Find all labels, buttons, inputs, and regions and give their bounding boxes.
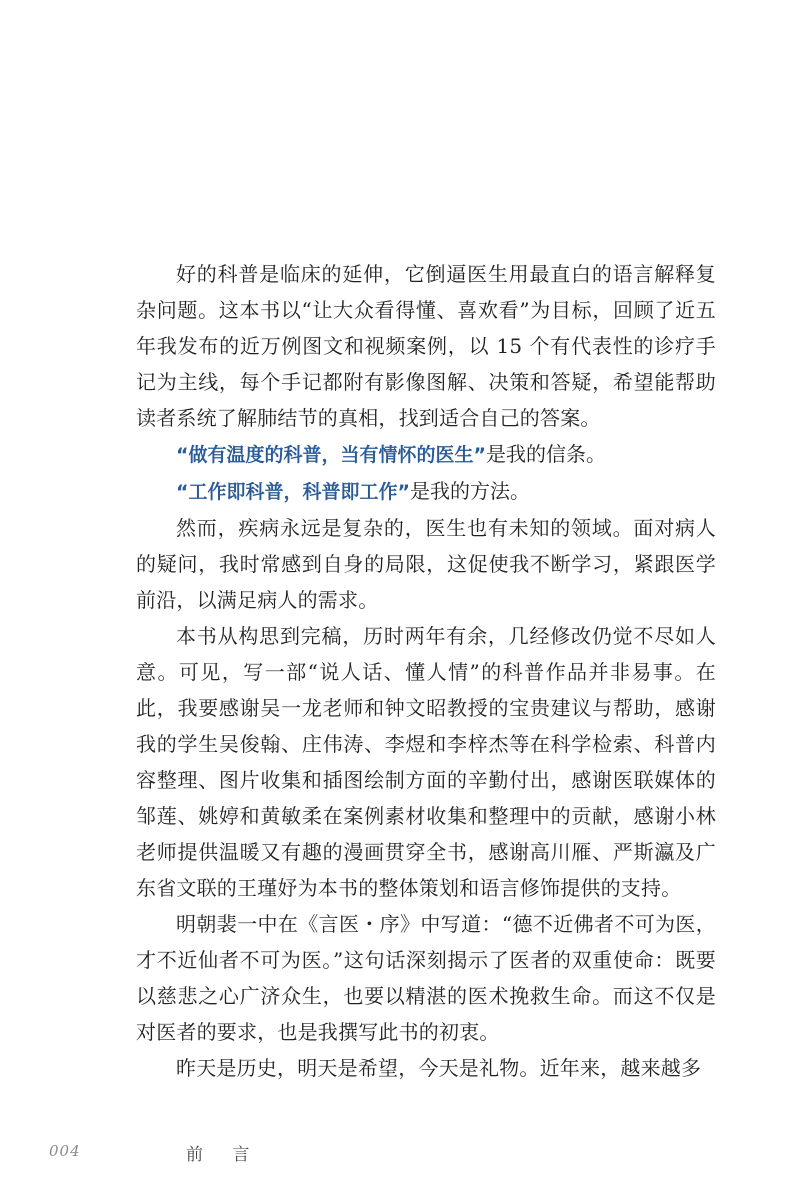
page-number: 004 bbox=[49, 1142, 81, 1160]
paragraph-purpose: 好的科普是临床的延伸，它倒逼医生用最直白的语言解释复杂问题。这本书以“让大众看得懂、喜欢看”为目标，回顾了近五年我发布的近万例图文和视频案例，以 15 个有代表性的诊疗手记为主线，每个手记都附有影像图解、决策和答疑，希望能帮助读者系统了解肺结节的真相，找到适合自己的答案。 bbox=[136, 262, 716, 430]
motto-line-method bbox=[136, 473, 716, 510]
motto-creed: “做有温度的科普，当有情怀的医生” bbox=[176, 444, 486, 466]
motto-method-tail: 是我的方法。 bbox=[409, 479, 530, 503]
body-text bbox=[136, 256, 716, 1086]
paragraph-quote: 明朝裴一中在《言医・序》中写道：“德不近佛者不可为医，才不近仙者不可为医。”这句话深刻揭示了医者的双重使命：既要以慈悲之心广济众生，也要以精湛的医术挽救生命。而这不仅是对医者的要求，也是我撰写此书的初衷。 bbox=[136, 912, 716, 1044]
motto-creed-tail: 是我的信条。 bbox=[485, 442, 606, 466]
motto-line-creed bbox=[136, 436, 716, 473]
paragraph-limits: 然而，疾病永远是复杂的，医生也有未知的领域。面对病人的疑问，我时常感到自身的局限，这促使我不断学习，紧跟医学前沿，以满足病人的需求。 bbox=[136, 516, 716, 612]
motto-method: “工作即科普，科普即工作” bbox=[176, 481, 410, 503]
running-head: 前 言 bbox=[186, 1145, 262, 1165]
paragraph-closing: 昨天是历史，明天是希望，今天是礼物。近年来，越来越多 bbox=[176, 1056, 702, 1080]
page-footer bbox=[0, 1138, 800, 1168]
paragraph-acknowledgements: 本书从构思到完稿，历时两年有余，几经修改仍觉不尽如人意。可见，写一部“说人话、懂人情”的科普作品并非易事。在此，我要感谢吴一龙老师和钟文昭教授的宝贵建议与帮助，感谢我的学生吴俊翰、庄伟涛、李煜和李梓杰等在科学检索、科普内容整理、图片收集和插图绘制方面的辛勤付出，感谢医联媒体的邹莲、姚婷和黄敏柔在案例素材收集和整理中的贡献，感谢小林老师提供温暖又有趣的漫画贯穿全书，感谢高川雁、严斯瀛及广东省文联的王瑾妤为本书的整体策划和语言修饰提供的支持。 bbox=[136, 624, 716, 900]
